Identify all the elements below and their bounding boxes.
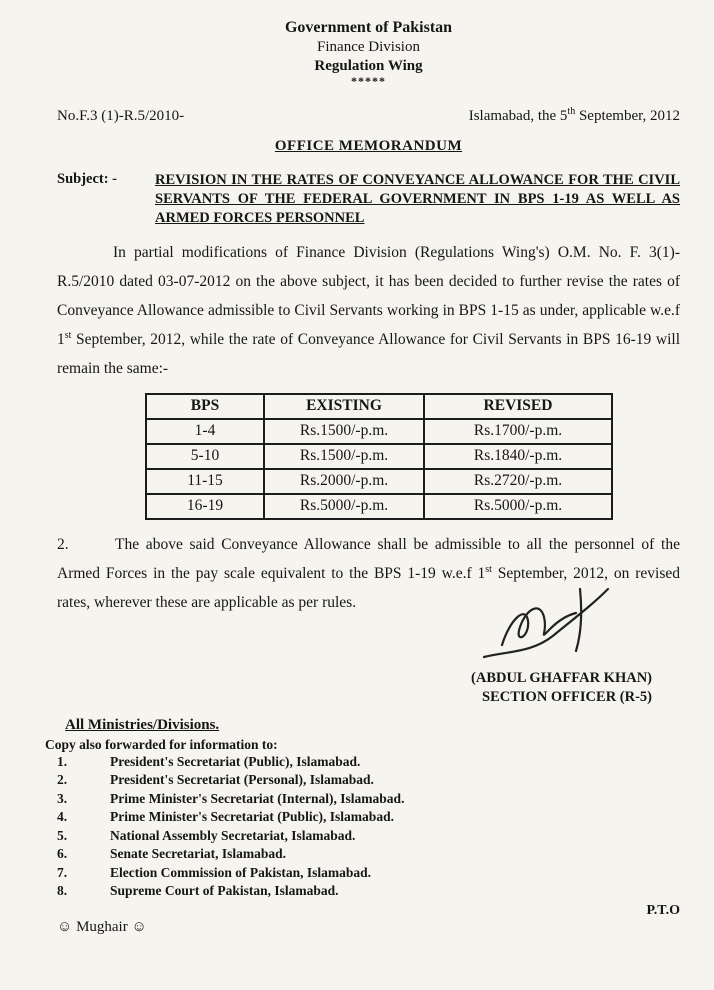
pto-note: P.T.O xyxy=(646,902,680,918)
distribution-heading: All Ministries/Divisions. xyxy=(65,716,220,733)
list-item xyxy=(57,790,680,809)
list-item-number: 4. xyxy=(57,809,68,824)
table-row xyxy=(146,444,612,469)
table-cell: Rs.2000/-p.m. xyxy=(264,469,424,494)
reference-number: No.F.3 (1)-R.5/2010- xyxy=(57,107,185,124)
letterhead xyxy=(57,18,680,86)
list-item-text: Prime Minister's Secretariat (Public), Islamabad. xyxy=(110,809,394,824)
signature-image xyxy=(478,583,628,671)
table-row xyxy=(146,419,612,444)
memo-title: OFFICE MEMORANDUM xyxy=(274,137,463,154)
table-cell: Rs.1700/-p.m. xyxy=(424,419,612,444)
stars-separator: ***** xyxy=(351,73,386,88)
table-cell: Rs.1500/-p.m. xyxy=(264,419,424,444)
body-paragraph-2: 2. The above said Conveyance Allowance shall be admissible to all the personnel of the Armed Forces in the pay scale equivalent to the BPS 1-19 w.e.f 1st September, 2012, on revised rates, wherever these are applicable as per rules. xyxy=(57,530,680,617)
table-cell: Rs.2720/-p.m. xyxy=(424,469,612,494)
table-cell: Rs.1500/-p.m. xyxy=(264,444,424,469)
list-item xyxy=(57,845,680,864)
list-item xyxy=(57,771,680,790)
list-item-text: National Assembly Secretariat, Islamabad. xyxy=(110,827,356,843)
signatory-block xyxy=(57,669,680,707)
author-mark: ☺ Mughair ☺ xyxy=(57,918,147,935)
list-item-text: Election Commission of Pakistan, Islamabad. xyxy=(110,864,372,880)
table-cell: 11-15 xyxy=(146,469,264,494)
body-paragraph-1: In partial modifications of Finance Division (Regulations Wing's) O.M. No. F. 3(1)-R.5/2010 dated 03-07-2012 on the above subject, it has been decided to further revise the rates of Conveyance Allowance admissible to Civil Servants working in BPS 1-15 as under, applicable w.e.f 1st September, 2012, while the rate of Conveyance Allowance for Civil Servants in BPS 16-19 will remain the same:- xyxy=(57,243,680,377)
org-name: Government of Pakistan xyxy=(284,19,453,36)
table-cell: 16-19 xyxy=(146,494,264,519)
list-item-number: 7. xyxy=(57,864,68,880)
list-item-text: Prime Minister's Secretariat (Internal), Islamabad. xyxy=(110,790,405,806)
list-item-number: 3. xyxy=(57,790,68,806)
wing-name: Regulation Wing xyxy=(314,57,423,74)
distribution-list xyxy=(57,753,680,901)
paragraph-number: 2. xyxy=(57,535,69,553)
table-header-bps: BPS xyxy=(146,394,264,419)
subject-block xyxy=(57,171,680,228)
list-item-number: 6. xyxy=(57,846,68,861)
subject-text: REVISION IN THE RATES OF CONVEYANCE ALLOWANCE FOR THE CIVIL SERVANTS OF THE FEDERAL GOVERNMENT IN BPS 1-19 AS WELL AS ARMED FORCES PERSONNEL xyxy=(155,171,680,226)
signatory-designation: SECTION OFFICER (R-5) xyxy=(482,688,652,705)
division-name: Finance Division xyxy=(317,39,420,55)
list-item xyxy=(57,882,680,901)
list-item-number: 8. xyxy=(57,883,68,898)
table-cell: Rs.1840/-p.m. xyxy=(424,444,612,469)
signature-area xyxy=(57,617,680,669)
list-item-text: Senate Secretariat, Islamabad. xyxy=(110,846,286,861)
signatory-name: (ABDUL GHAFFAR KHAN) xyxy=(471,669,652,686)
list-item-text: President's Secretariat (Personal), Islamabad. xyxy=(110,772,374,787)
list-item-number: 5. xyxy=(57,827,68,843)
list-item-text: Supreme Court of Pakistan, Islamabad. xyxy=(110,883,339,898)
table-cell: 5-10 xyxy=(146,444,264,469)
table-cell: Rs.5000/-p.m. xyxy=(264,494,424,519)
table-header-revised: REVISED xyxy=(424,394,612,419)
list-item-number: 1. xyxy=(57,753,68,769)
list-item-number: 2. xyxy=(57,772,68,787)
rates-table xyxy=(145,393,613,520)
table-cell: 1-4 xyxy=(146,419,264,444)
memo-title-row xyxy=(57,137,680,155)
list-item-text: President's Secretariat (Public), Islamabad. xyxy=(110,753,361,769)
table-header-existing: EXISTING xyxy=(264,394,424,419)
place-date: Islamabad, the 5th September, 2012 xyxy=(468,105,680,124)
list-item xyxy=(57,864,680,883)
subject-label: Subject: - xyxy=(57,170,118,187)
list-item xyxy=(57,827,680,846)
table-header-row xyxy=(146,394,612,419)
table-row xyxy=(146,494,612,519)
table-cell: Rs.5000/-p.m. xyxy=(424,494,612,519)
list-item xyxy=(57,753,680,772)
table-row xyxy=(146,469,612,494)
copy-note: Copy also forwarded for information to: xyxy=(45,736,278,752)
list-item xyxy=(57,808,680,827)
reference-row xyxy=(57,105,680,125)
